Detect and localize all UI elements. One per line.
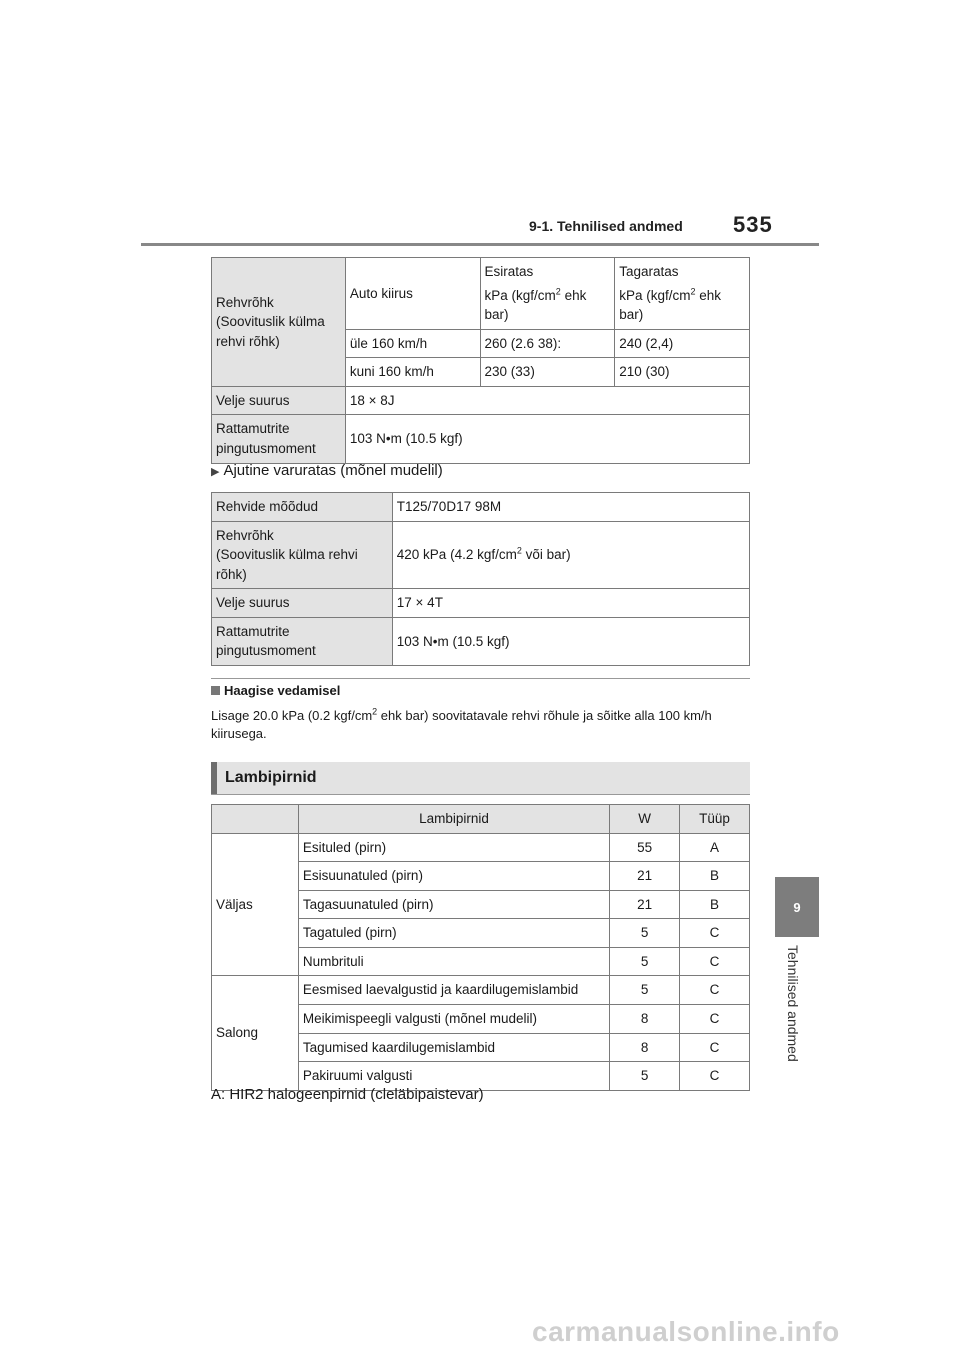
lamps-divider — [211, 794, 750, 795]
torque-label: Rattamutrite pingutusmoment — [212, 415, 346, 463]
table-row — [212, 493, 750, 522]
spare-pressure-value: 420 kPa (4.2 kgf/$cm^2$ või bar) — [392, 521, 749, 589]
lamp-type: B — [680, 890, 750, 919]
lamp-watt: 21 — [610, 862, 680, 891]
group-header — [212, 805, 299, 834]
chapter-label: Tehnilised andmed — [785, 945, 801, 1062]
lamp-name: Numbrituli — [298, 947, 609, 976]
lamp-watt: 8 — [610, 1004, 680, 1033]
lamp-type: C — [680, 1062, 750, 1091]
table-header-row — [212, 805, 750, 834]
lamp-watt: 8 — [610, 1033, 680, 1062]
speed-header: Auto kiirus — [345, 258, 480, 330]
group-interior: Salong — [212, 976, 299, 1090]
lamp-type: C — [680, 947, 750, 976]
table-row — [212, 589, 750, 618]
lamp-watt: 5 — [610, 919, 680, 948]
square-bullet-icon — [211, 686, 220, 695]
table-row — [212, 833, 750, 862]
type-column-header: Tüüp — [680, 805, 750, 834]
table-row — [212, 521, 750, 589]
lamp-name: Esituled (pirn) — [298, 833, 609, 862]
torque-value: 103 N•m (10.5 kgf) — [345, 415, 749, 463]
table-row — [212, 976, 750, 1005]
chapter-number: 9 — [793, 899, 801, 915]
spare-rim-value: 17 × 4T — [392, 589, 749, 618]
towing-text: Lisage 20.0 kPa (0.2 kgf/$cm^2$ ehk bar) soovitatavale rehvi rõhule ja sõitke alla 100 km/h kiirusega. — [211, 706, 712, 741]
chapter-tab[interactable] — [775, 877, 819, 937]
section-title: 9-1. Tehnilised andmed — [529, 218, 683, 234]
lamps-heading: Lambipirnid — [211, 762, 750, 794]
lamp-type: A — [680, 833, 750, 862]
lamp-type: C — [680, 976, 750, 1005]
lamp-type: C — [680, 919, 750, 948]
group-exterior: Väljas — [212, 833, 299, 976]
spare-pressure-label: Rehvrõhk (Soovituslik külma rehvi rõhk) — [212, 521, 393, 589]
front-pressure-cell: 230 (33) — [480, 358, 615, 387]
lamp-name: Pakiruumi valgusti — [298, 1062, 609, 1091]
triangle-bullet-icon: ▶ — [211, 466, 220, 478]
rear-pressure-cell: 210 (30) — [615, 358, 750, 387]
bulb-footnote: A: HIR2 halogeenpirnid (cleläbipaistevar) — [211, 1086, 484, 1103]
pressure-label: Rehvrõhk (Soovituslik külma rehvi rõhk) — [212, 258, 346, 387]
tire-size-label: Rehvide mõõdud — [212, 493, 393, 522]
rear-pressure-cell: 240 (2,4) — [615, 329, 750, 358]
bulb-table — [211, 804, 750, 1091]
tire-size-value: T125/70D17 98M — [392, 493, 749, 522]
rear-wheel-header: Tagaratas kPa ($kgf/cm^2$ ehk bar) — [615, 258, 750, 330]
front-pressure-cell: 260 (2.6 38): — [480, 329, 615, 358]
spare-rim-label: Velje suurus — [212, 589, 393, 618]
lamp-name: Tagumised kaardilugemislambid — [298, 1033, 609, 1062]
lamp-name: Eesmised laevalgustid ja kaardilugemislambid — [298, 976, 609, 1005]
lamp-watt: 55 — [610, 833, 680, 862]
rim-size-label: Velje suurus — [212, 386, 346, 415]
lamp-column-header: Lambipirnid — [298, 805, 609, 834]
lamp-name: Esisuunatuled (pirn) — [298, 862, 609, 891]
speed-cell: üle 160 km/h — [345, 329, 480, 358]
lamp-watt: 21 — [610, 890, 680, 919]
towing-title: Haagise vedamisel — [211, 683, 340, 698]
table-row — [212, 415, 750, 463]
lamp-name: Tagasuunatuled (pirn) — [298, 890, 609, 919]
lamp-type: B — [680, 862, 750, 891]
table-row — [212, 386, 750, 415]
spare-tire-table — [211, 492, 750, 666]
watermark-logo: carmanualsonline.info — [532, 1316, 840, 1347]
header-divider — [141, 243, 819, 246]
lamp-type: C — [680, 1004, 750, 1033]
watt-column-header: W — [610, 805, 680, 834]
speed-cell: kuni 160 km/h — [345, 358, 480, 387]
note-divider — [211, 678, 750, 679]
lamp-watt: 5 — [610, 947, 680, 976]
lamp-name: Meikimispeegli valgusti (mõnel mudelil) — [298, 1004, 609, 1033]
page-number: 535 — [733, 212, 773, 237]
lamp-name: Tagatuled (pirn) — [298, 919, 609, 948]
table-row — [212, 617, 750, 665]
spare-torque-value: 103 N•m (10.5 kgf) — [392, 617, 749, 665]
lamp-watt: 5 — [610, 1062, 680, 1091]
rim-size-value: 18 × 8J — [345, 386, 749, 415]
lamp-type: C — [680, 1033, 750, 1062]
lamp-watt: 5 — [610, 976, 680, 1005]
tire-spec-table — [211, 257, 750, 464]
front-wheel-header: Esiratas kPa ($kgf/cm^2$ ehk bar) — [480, 258, 615, 330]
spare-heading: ▶ Ajutine varuratas (mõnel mudelil) — [211, 462, 443, 479]
spare-torque-label: Rattamutrite pingutusmoment — [212, 617, 393, 665]
